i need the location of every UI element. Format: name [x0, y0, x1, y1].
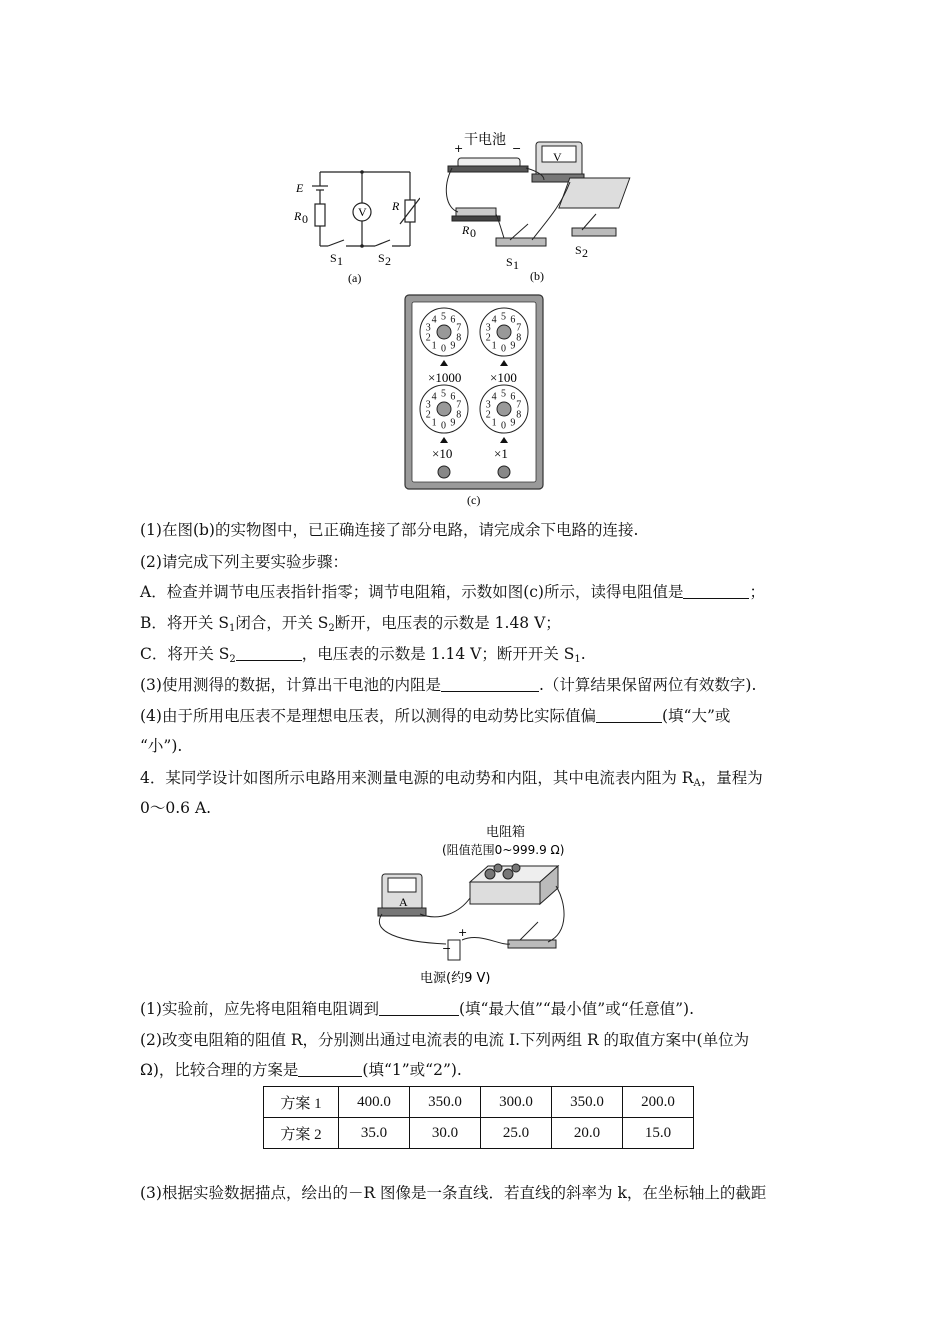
- dial-x10-digit: 8: [456, 409, 462, 421]
- q4-intro: [140, 768, 763, 794]
- mult-x10: ×10: [432, 446, 453, 461]
- figure-a-circuit: [290, 160, 420, 290]
- dial-x100-digit: 4: [491, 314, 497, 326]
- label-r: R: [392, 199, 400, 213]
- table-cell: 350.0: [410, 1087, 481, 1118]
- q3-step-c-1: C．将开关 S: [140, 645, 230, 663]
- b-label-s1: S: [506, 255, 513, 269]
- blank-plan-choice[interactable]: [298, 1062, 362, 1077]
- q3-part2: (2)请完成下列主要实验步骤：: [140, 553, 348, 571]
- table-cell: 400.0: [339, 1087, 410, 1118]
- dial-x10-digit: 7: [456, 399, 462, 411]
- q3-step-a-text: A．检查并调节电压表指针指零；调节电阻箱，示数如图(c)所示，读得电阻值是: [140, 583, 684, 601]
- dial-x100-digit: 6: [510, 314, 516, 326]
- dial-x1-digit: 2: [485, 409, 491, 421]
- terminal-left[interactable]: [438, 466, 450, 478]
- dial-x1-digit: 6: [510, 391, 516, 403]
- dial-x10-digit: 6: [450, 391, 456, 403]
- dial-x1-digit: 1: [491, 417, 497, 429]
- table-cell: 30.0: [410, 1118, 481, 1149]
- dial-x1000-digit: 1: [431, 340, 437, 352]
- dial-x1-digit: 8: [516, 409, 522, 421]
- terminal-right[interactable]: [498, 466, 510, 478]
- dial-x10-digit: 4: [431, 391, 437, 403]
- q4-part2: (2)改变电阻箱的阻值 R，分别测出通过电流表的电流 I.下列两组 R 的取值方案中(单位为: [140, 1031, 750, 1049]
- q4-source-label: 电源(约9 V): [420, 971, 491, 986]
- q4-part1: [140, 999, 694, 1019]
- voltmeter-v: V: [553, 150, 562, 164]
- q4-part2-cont: [140, 1060, 462, 1080]
- dial-x1-digit: 5: [501, 388, 506, 400]
- dial-x100-digit: 1: [491, 340, 497, 352]
- dial-x100-digit: 8: [516, 332, 522, 344]
- figure-c-resistance-box: [404, 294, 546, 508]
- q3-part4-1: (4)由于所用电压表不是理想电压表，所以测得的电动势比实际值偏: [140, 707, 596, 725]
- dial-x100-digit: 9: [510, 340, 516, 352]
- q3-step-b-3: 断开，电压表的示数是 1.48 V；: [334, 614, 561, 632]
- voltmeter-label: V: [358, 205, 367, 219]
- q3-step-b-1: B．将开关 S: [140, 614, 229, 632]
- dial-x10-digit: 2: [425, 409, 431, 421]
- q3-part3-1: (3)使用测得的数据，计算出干电池的内阻是: [140, 676, 441, 694]
- dial-x10-digit: 3: [425, 399, 431, 411]
- table-cell: 35.0: [339, 1118, 410, 1149]
- figure-b-apparatus: [440, 128, 660, 290]
- q4-part1-2: (填“最大值”“最小值”或“任意值”).: [458, 1000, 695, 1018]
- dial-x1000-digit: 7: [456, 322, 462, 334]
- q3-step-c-2: ，电压表的示数是 1.14 V；断开开关 S: [301, 645, 575, 663]
- dial-x100-digit: 2: [485, 332, 491, 344]
- b-label-r0-sub: 0: [470, 226, 476, 240]
- q4-plus: +: [458, 926, 468, 939]
- q3-step-a: [140, 582, 765, 602]
- q3-step-b-sub1: 1: [228, 623, 236, 634]
- blank-resistance[interactable]: [683, 584, 749, 599]
- q4-part2-3: (填“1”或“2”).: [362, 1061, 462, 1079]
- q4-ammeter-a: A: [399, 895, 408, 909]
- blank-initial-resistance[interactable]: [379, 1001, 459, 1016]
- plan-table: [263, 1086, 694, 1149]
- dial-x1000-digit: 3: [425, 322, 431, 334]
- q4-circuit-figure: [370, 822, 590, 990]
- battery-minus: −: [512, 142, 522, 155]
- dial-x100-digit: 5: [501, 311, 506, 323]
- q3-step-b: [140, 613, 561, 639]
- table-cell: 200.0: [623, 1087, 694, 1118]
- dial-x1000-digit: 0: [441, 343, 446, 355]
- mult-x100: ×100: [490, 370, 517, 385]
- dial-x10-digit: 1: [431, 417, 437, 429]
- dial-x1-digit: 4: [491, 391, 497, 403]
- blank-switch-action[interactable]: [236, 646, 302, 661]
- dial-x1000-digit: 9: [450, 340, 456, 352]
- caption-b: (b): [530, 269, 544, 283]
- table-cell: 15.0: [623, 1118, 694, 1149]
- q4-intro-1: 4．某同学设计如图所示电路用来测量电源的电动势和内阻，其中电流表内阻为 R: [140, 769, 694, 787]
- q4-part2-2: Ω)，比较合理的方案是: [140, 1061, 299, 1079]
- dial-x1000-digit: 8: [456, 332, 462, 344]
- mult-x1: ×1: [494, 446, 508, 461]
- q4-minus: −: [442, 942, 452, 955]
- table-cell: 25.0: [481, 1118, 552, 1149]
- q4-box-range: (阻值范围0~999.9 Ω): [442, 843, 565, 857]
- q3-step-c-3: .: [580, 645, 586, 663]
- label-r0: R: [294, 209, 302, 223]
- q3-step-b-sub2: 2: [328, 623, 335, 634]
- dial-x1-digit: 9: [510, 417, 516, 429]
- dial-x10-digit: 5: [441, 388, 446, 400]
- q4-box-label: 电阻箱: [486, 825, 526, 840]
- table-row: [264, 1118, 694, 1149]
- dial-x1-digit: 3: [485, 399, 491, 411]
- q3-step-a-end: ；: [749, 583, 765, 601]
- dial-x100-digit: 7: [516, 322, 522, 334]
- label-s2-sub: 2: [385, 254, 391, 268]
- b-label-r0: R: [462, 223, 470, 237]
- q3-part4-2: (填“大”或: [661, 707, 731, 725]
- mult-x1000: ×1000: [428, 370, 462, 385]
- caption-a: (a): [348, 271, 362, 285]
- battery-plus: +: [454, 142, 464, 155]
- dial-x10-digit: 0: [441, 420, 446, 432]
- b-label-s2-sub: 2: [582, 246, 588, 260]
- q3-part3: [140, 675, 756, 695]
- dial-x1-digit: 0: [501, 420, 506, 432]
- q3-part1: (1)在图(b)的实物图中，已正确连接了部分电路，请完成余下电路的连接.: [140, 521, 639, 539]
- table-row: [264, 1087, 694, 1118]
- dial-x1-digit: 7: [516, 399, 522, 411]
- table-cell: 方案 2: [264, 1118, 339, 1149]
- dial-x100-digit: 0: [501, 343, 506, 355]
- q3-part3-2: .（计算结果保留两位有效数字).: [538, 676, 757, 694]
- dial-x1000-digit: 5: [441, 311, 446, 323]
- q3-step-b-2: 闭合，开关 S: [235, 614, 329, 632]
- q4-part1-1: (1)实验前，应先将电阻箱电阻调到: [140, 1000, 379, 1018]
- label-s1: S: [330, 251, 337, 265]
- table-cell: 350.0: [552, 1087, 623, 1118]
- blank-emf-bias[interactable]: [596, 708, 662, 723]
- q4-intro-cont: 0～0.6 A.: [140, 799, 212, 817]
- label-r0-sub: 0: [302, 212, 308, 226]
- dial-x1000-digit: 6: [450, 314, 456, 326]
- q3-step-c-sub2: 1: [574, 654, 581, 665]
- table-cell: 20.0: [552, 1118, 623, 1149]
- dial-x1000-digit: 4: [431, 314, 437, 326]
- q3-part4-cont: “小”).: [140, 737, 183, 755]
- caption-c: (c): [467, 493, 481, 507]
- blank-internal-resistance[interactable]: [441, 677, 539, 692]
- label-e: E: [296, 181, 304, 195]
- b-label-s1-sub: 1: [513, 258, 519, 272]
- b-label-s2: S: [575, 243, 582, 257]
- q4-intro-2: ，量程为: [700, 769, 763, 787]
- q4-part3: (3)根据实验数据描点，绘出的－R 图像是一条直线．若直线的斜率为 k，在坐标轴上的截距: [140, 1184, 767, 1202]
- q3-step-c-sub1: 2: [229, 654, 236, 665]
- table-cell: 方案 1: [264, 1087, 339, 1118]
- dial-x1000-digit: 2: [425, 332, 431, 344]
- q3-part4: [140, 706, 730, 726]
- label-s1-sub: 1: [337, 254, 343, 268]
- table-cell: 300.0: [481, 1087, 552, 1118]
- dial-x100-digit: 3: [485, 322, 491, 334]
- q4-intro-sub: A: [693, 778, 701, 789]
- battery-label: 干电池: [464, 132, 506, 148]
- label-s2: S: [378, 251, 385, 265]
- dial-x10-digit: 9: [450, 417, 456, 429]
- q3-step-c: [140, 644, 586, 670]
